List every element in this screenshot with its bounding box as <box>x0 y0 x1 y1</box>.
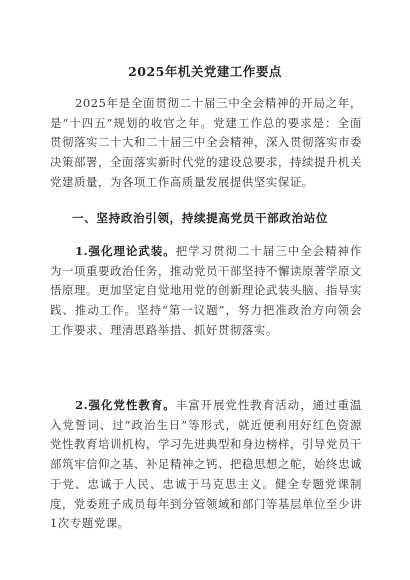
document-title: 2025年机关党建工作要点 <box>128 64 282 79</box>
item-paragraph-2 <box>50 396 362 534</box>
item-paragraph-1 <box>50 242 362 341</box>
item-lead-1: 1.强化理论武装。 <box>75 244 176 258</box>
item-text-2: 丰富开展党性教育活动，通过重温入党誓词、过“政治生日”等形式，就近便利用好红色资源党性教育培训机构，学习先进典型和身边榜样，引导党员干部筑牢信仰之基、补足精神之钙、把稳思想之舵，始终忠诚于党、忠诚于人民、忠诚于马克思主义。健全专题党课制度，党委班子成员每年到分管领域和部门等基层单位至少讲1次专题党课。 <box>50 398 362 531</box>
item-lead-2: 2.强化党性教育。 <box>75 398 176 412</box>
intro-paragraph: 2025年是全面贯彻二十届三中全会精神的开局之年，是“十四五”规划的收官之年。党建工作总的要求是：全面贯彻落实二十大和二十届三中全会精神，深入贯彻落实市委决策部署，全面落实新时代党的建设总要求，持续提升机关党建质量，为各项工作高质量发展提供坚实保证。 <box>50 96 362 189</box>
item-text-1: 把学习贯彻二十届三中全会精神作为一项重要政治任务，推动党员干部坚持不懈读原著学原文悟原理。更加坚定自觉地用党的创新理论武装头脑、指导实践、推动工作。坚持“第一议题”，努力把准政治方向领会工作要求、理清思路举措、抓好贯彻落实。 <box>50 244 362 337</box>
section-heading: 一、坚持政治引领，持续提高党员干部政治站位 <box>72 211 329 225</box>
